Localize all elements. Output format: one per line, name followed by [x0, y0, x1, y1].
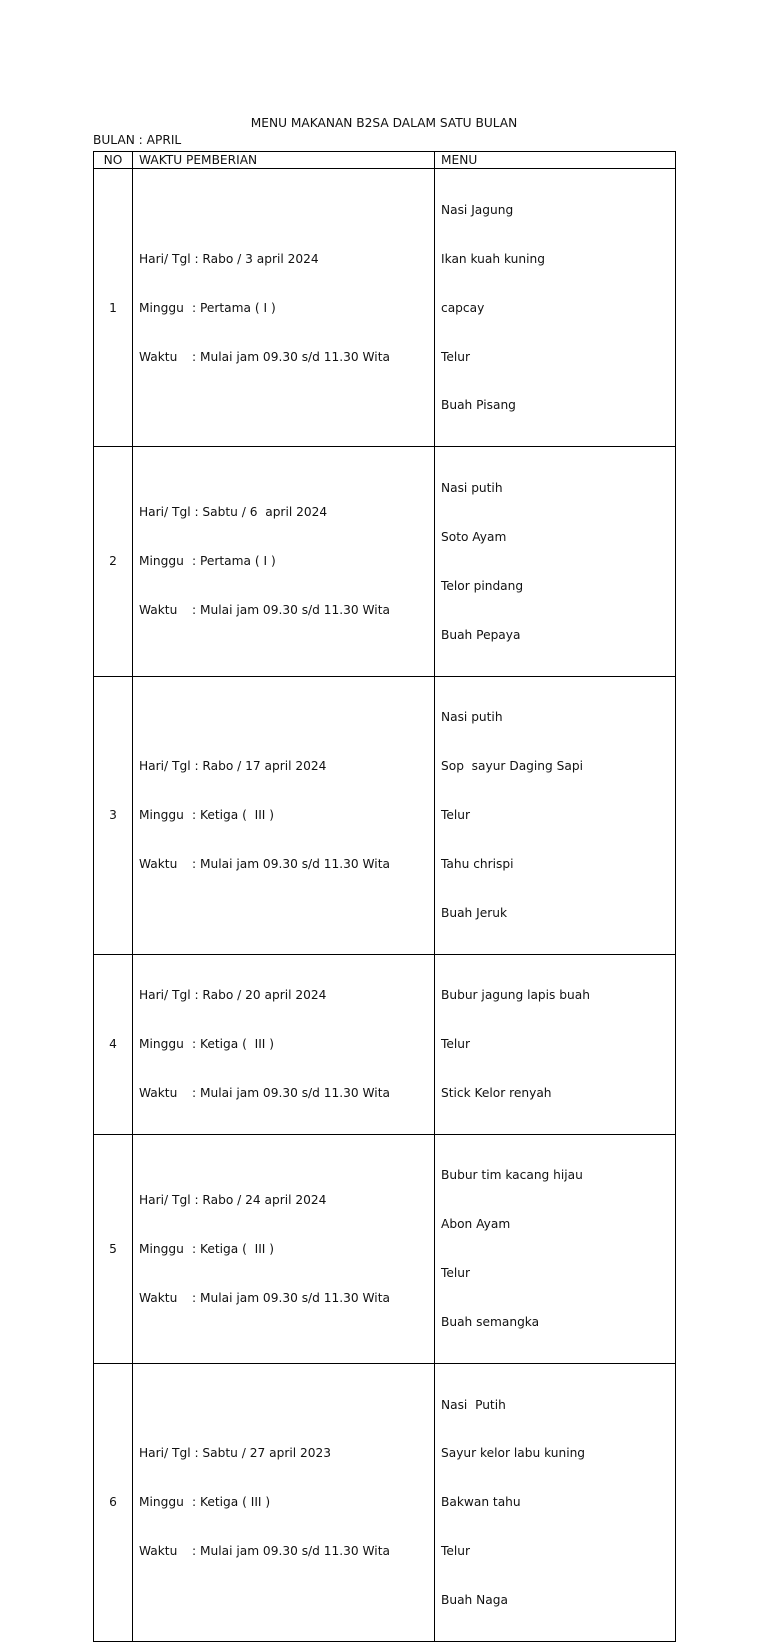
date-line: Hari/ Tgl : Rabo / 17 april 2024 — [139, 758, 327, 773]
week-line — [139, 300, 434, 316]
time-value: : Mulai jam 09.30 s/d 11.30 Wita — [192, 349, 390, 364]
menu-cell — [435, 447, 676, 676]
menu-item: Buah semangka — [441, 1315, 540, 1330]
header-menu: MENU — [435, 152, 676, 169]
menu-cell — [435, 169, 676, 447]
time-value: : Mulai jam 09.30 s/d 11.30 Wita — [192, 1290, 390, 1305]
schedule-cell — [133, 169, 435, 447]
time-line — [139, 1085, 434, 1101]
table-row — [94, 169, 676, 447]
schedule-cell — [133, 676, 435, 954]
week-line — [139, 807, 434, 823]
week-label: Minggu — [139, 554, 184, 569]
document-title: MENU MAKANAN B2SA DALAM SATU BULAN — [250, 116, 518, 130]
week-line — [139, 1241, 434, 1257]
time-value: : Mulai jam 09.30 s/d 11.30 Wita — [192, 1544, 390, 1559]
menu-item: Bubur tim kacang hijau — [441, 1168, 583, 1183]
menu-cell — [435, 954, 676, 1134]
row-number: 4 — [94, 954, 133, 1134]
date-line: Hari/ Tgl : Rabo / 3 april 2024 — [139, 251, 319, 266]
time-line — [139, 1290, 434, 1306]
menu-item: Soto Ayam — [441, 529, 507, 544]
menu-item: Buah Naga — [441, 1593, 508, 1608]
menu-item: Bakwan tahu — [441, 1495, 521, 1510]
menu-item: Nasi Putih — [441, 1397, 506, 1412]
week-line — [139, 553, 434, 569]
row-number: 2 — [94, 447, 133, 676]
menu-item: Buah Pepaya — [441, 627, 521, 642]
week-label: Minggu — [139, 1495, 184, 1510]
menu-item: Telur — [441, 1544, 470, 1559]
week-label: Minggu — [139, 1037, 184, 1052]
week-value: : Ketiga ( III ) — [192, 807, 275, 822]
week-label: Minggu — [139, 807, 184, 822]
menu-item: Sayur kelor labu kuning — [441, 1446, 586, 1461]
menu-item: Telur — [441, 807, 470, 822]
week-line — [139, 1494, 434, 1510]
week-value: : Ketiga ( III ) — [192, 1037, 275, 1052]
time-value: : Mulai jam 09.30 s/d 11.30 Wita — [192, 1085, 390, 1100]
table-header-row — [94, 152, 676, 169]
table-row — [94, 447, 676, 676]
menu-item: capcay — [441, 300, 485, 315]
menu-item: Telor pindang — [441, 578, 524, 593]
table-row — [94, 1134, 676, 1363]
menu-item: Stick Kelor renyah — [441, 1085, 552, 1100]
schedule-cell — [133, 1363, 435, 1641]
schedule-cell — [133, 1134, 435, 1363]
date-line: Hari/ Tgl : Rabo / 24 april 2024 — [139, 1192, 327, 1207]
schedule-cell — [133, 954, 435, 1134]
week-line — [139, 1036, 434, 1052]
row-number: 6 — [94, 1363, 133, 1641]
header-time: WAKTU PEMBERIAN — [133, 152, 435, 169]
schedule-cell — [133, 447, 435, 676]
menu-item: Nasi putih — [441, 480, 503, 495]
row-number: 5 — [94, 1134, 133, 1363]
header-no: NO — [94, 152, 133, 169]
time-label: Waktu — [139, 1290, 178, 1305]
month-line: BULAN : APRIL — [93, 133, 182, 147]
week-value: : Pertama ( I ) — [192, 554, 276, 569]
time-label: Waktu — [139, 1544, 178, 1559]
menu-item: Bubur jagung lapis buah — [441, 988, 590, 1003]
time-value: : Mulai jam 09.30 s/d 11.30 Wita — [192, 603, 390, 618]
date-line: Hari/ Tgl : Sabtu / 6 april 2024 — [139, 505, 328, 520]
time-label: Waktu — [139, 603, 178, 618]
time-label: Waktu — [139, 1085, 178, 1100]
menu-cell — [435, 1363, 676, 1641]
menu-item: Buah Jeruk — [441, 905, 508, 920]
menu-item: Ikan kuah kuning — [441, 251, 545, 266]
row-number: 1 — [94, 169, 133, 447]
time-label: Waktu — [139, 856, 178, 871]
table-row — [94, 954, 676, 1134]
time-label: Waktu — [139, 349, 178, 364]
table-row — [94, 676, 676, 954]
time-line — [139, 602, 434, 618]
menu-item: Nasi putih — [441, 710, 503, 725]
week-label: Minggu — [139, 300, 184, 315]
week-value: : Ketiga ( III ) — [192, 1241, 275, 1256]
menu-item: Telur — [441, 1266, 470, 1281]
row-number: 3 — [94, 676, 133, 954]
menu-item: Sop sayur Daging Sapi — [441, 758, 583, 773]
menu-item: Nasi Jagung — [441, 202, 514, 217]
date-line: Hari/ Tgl : Sabtu / 27 april 2023 — [139, 1446, 331, 1461]
time-line — [139, 856, 434, 872]
menu-item: Telur — [441, 349, 470, 364]
table-row — [94, 1363, 676, 1641]
time-line — [139, 349, 434, 365]
time-line — [139, 1543, 434, 1559]
menu-item: Buah Pisang — [441, 398, 516, 413]
week-value: : Ketiga ( III ) — [192, 1495, 271, 1510]
week-label: Minggu — [139, 1241, 184, 1256]
menu-table — [93, 151, 676, 1642]
menu-item: Telur — [441, 1037, 470, 1052]
menu-cell — [435, 1134, 676, 1363]
menu-item: Abon Ayam — [441, 1217, 511, 1232]
date-line: Hari/ Tgl : Rabo / 20 april 2024 — [139, 988, 327, 1003]
menu-cell — [435, 676, 676, 954]
menu-item: Tahu chrispi — [441, 856, 514, 871]
week-value: : Pertama ( I ) — [192, 300, 276, 315]
time-value: : Mulai jam 09.30 s/d 11.30 Wita — [192, 856, 390, 871]
